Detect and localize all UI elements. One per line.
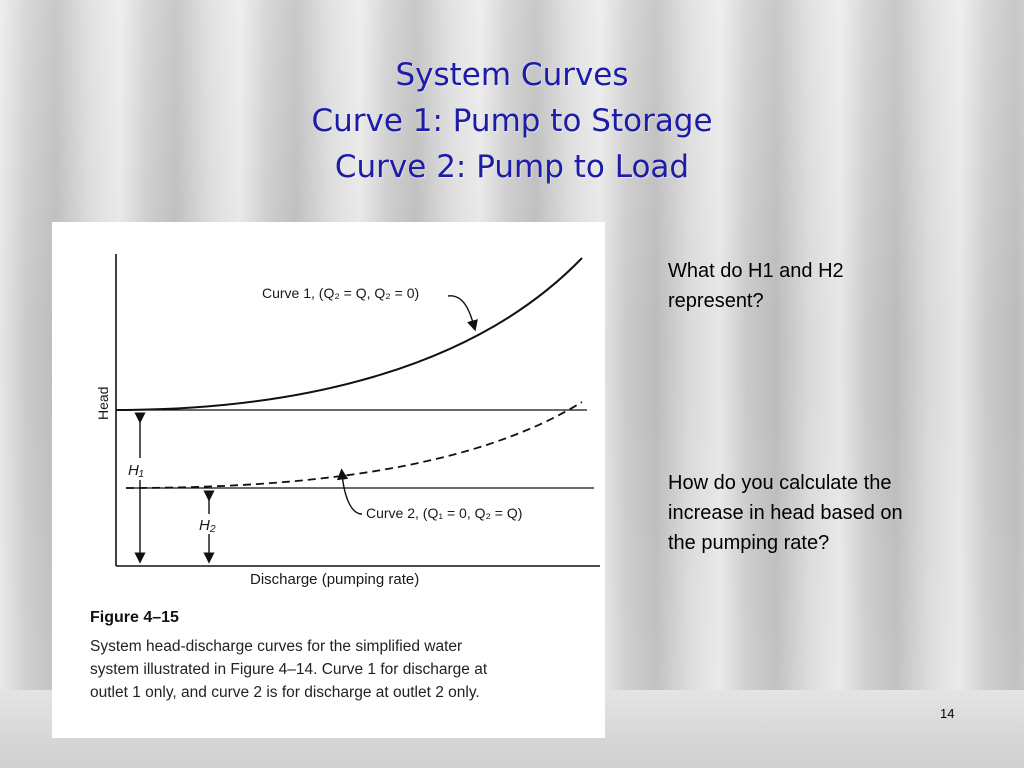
x-axis-label: Discharge (pumping rate) [250,571,420,588]
caption-line-3: outlet 1 only, and curve 2 is for discharge at outlet 2 only. [90,684,480,701]
curve-2-leader [342,474,362,514]
figure-caption-title: Figure 4–15 [90,609,179,626]
curve-1 [116,258,582,410]
caption-line-1: System head-discharge curves for the simplified water [90,638,463,655]
curve-1-leader [448,296,474,326]
curve-2-label: Curve 2, (Q₁ = 0, Q₂ = Q) [366,505,523,521]
caption-line-2: system illustrated in Figure 4–14. Curve 1 for discharge at [90,661,488,678]
system-curves-figure [52,222,605,738]
title-line-1: System Curves [395,57,629,93]
figure-caption [90,635,590,704]
question-h1-h2: What do H1 and H2 represent? [668,260,844,312]
title-line-3: Curve 2: Pump to Load [334,149,690,185]
title-line-2: Curve 1: Pump to Storage [311,103,713,139]
slide-title [0,52,1024,190]
curve-2 [126,402,582,488]
page-number: 14 [940,706,955,721]
question-head-increase: How do you calculate the increase in head based on the pumping rate? [668,472,903,554]
head-discharge-diagram [52,222,605,602]
h1-label: H₁ [128,462,144,479]
y-axis-label: Head [95,386,111,420]
h2-label: H₂ [199,517,216,534]
curve-1-label: Curve 1, (Q₂ = Q, Q₂ = 0) [262,285,420,301]
